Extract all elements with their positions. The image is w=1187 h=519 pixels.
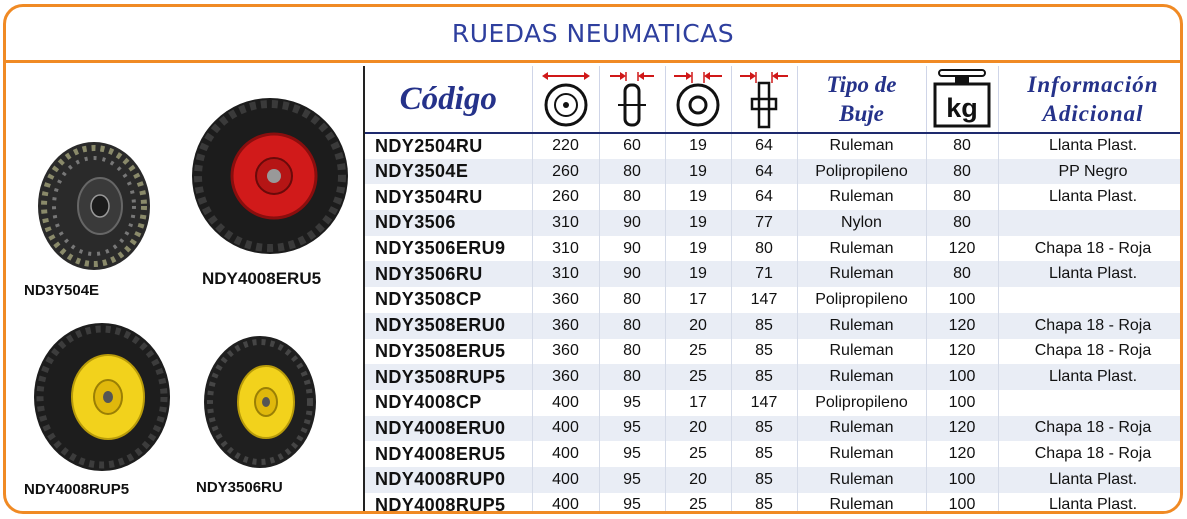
cell-axle: 19 [665,261,731,287]
cell-hub-length: 85 [731,441,797,467]
cell-width: 80 [599,159,665,185]
cell-hub-length: 71 [731,261,797,287]
header-info-line1: Información [1027,72,1159,97]
cell-hub-length: 77 [731,210,797,236]
cell-diameter: 400 [532,467,599,493]
cell-diameter: 400 [532,441,599,467]
cell-diameter: 400 [532,390,599,416]
header-tipo-buje-line2: Buje [839,101,884,126]
cell-hub-length: 80 [731,236,797,262]
cell-tipo-buje: Nylon [797,210,926,236]
cell-diameter: 360 [532,364,599,390]
table-row [365,287,1183,313]
weight-kg-label: kg [946,93,978,123]
cell-tipo-buje: Ruleman [797,467,926,493]
cell-carga: 120 [926,236,998,262]
cell-width: 95 [599,493,665,514]
table-row [365,467,1183,493]
header-hub-length [731,66,797,133]
cell-width: 60 [599,133,665,159]
wheel-photo-3 [32,321,172,473]
catalog-frame [3,4,1183,514]
header-axle [665,66,731,133]
cell-code: NDY3504E [365,159,532,185]
cell-code: NDY3508ERU0 [365,313,532,339]
cell-code: NDY4008ERU0 [365,416,532,442]
cell-width: 80 [599,313,665,339]
header-info [998,66,1183,133]
cell-width: 80 [599,184,665,210]
cell-info: Chapa 18 - Roja [998,416,1183,442]
wheel-photo-2 [190,96,350,256]
header-codigo-label: Código [399,80,497,117]
cell-code: NDY3508CP [365,287,532,313]
cell-axle: 19 [665,236,731,262]
table-row [365,133,1183,159]
cell-axle: 25 [665,441,731,467]
header-width [599,66,665,133]
cell-info: Chapa 18 - Roja [998,441,1183,467]
cell-axle: 19 [665,133,731,159]
cell-code: NDY4008RUP5 [365,493,532,514]
cell-tipo-buje: Ruleman [797,261,926,287]
cell-width: 90 [599,210,665,236]
cell-carga: 100 [926,467,998,493]
cell-hub-length: 147 [731,287,797,313]
cell-width: 95 [599,390,665,416]
yellow-rim-wheel-icon [32,321,172,473]
weight-kg-icon [931,68,993,130]
cell-info: Chapa 18 - Roja [998,313,1183,339]
cell-axle: 25 [665,364,731,390]
cell-tipo-buje: Polipropileno [797,287,926,313]
knobby-wheel-icon [34,138,154,274]
cell-info: Llanta Plast. [998,467,1183,493]
cell-tipo-buje: Ruleman [797,236,926,262]
spec-table-wrap [363,66,1183,514]
cell-carga: 80 [926,159,998,185]
header-tipo-buje-line1: Tipo de [826,72,897,97]
table-row [365,339,1183,365]
cell-info: Chapa 18 - Roja [998,236,1183,262]
table-row [365,210,1183,236]
hub-length-icon [736,69,792,129]
cell-tipo-buje: Polipropileno [797,159,926,185]
header-tipo-buje [797,66,926,133]
cell-axle: 17 [665,287,731,313]
table-row [365,184,1183,210]
table-row [365,236,1183,262]
page-title: RUEDAS NEUMATICAS [451,19,735,48]
cell-diameter: 310 [532,261,599,287]
cell-info [998,390,1183,416]
table-row [365,493,1183,514]
cell-tipo-buje: Ruleman [797,441,926,467]
cell-tipo-buje: Ruleman [797,416,926,442]
small-yellow-rim-wheel-icon [202,334,318,470]
cell-code: NDY3506ERU9 [365,236,532,262]
cell-hub-length: 147 [731,390,797,416]
cell-hub-length: 85 [731,493,797,514]
cell-hub-length: 64 [731,133,797,159]
cell-diameter: 360 [532,313,599,339]
cell-axle: 19 [665,159,731,185]
cell-carga: 120 [926,416,998,442]
cell-width: 80 [599,339,665,365]
wheel-diameter-icon [538,69,594,129]
cell-diameter: 310 [532,236,599,262]
table-row [365,261,1183,287]
cell-carga: 100 [926,493,998,514]
red-rim-wheel-icon [190,96,350,256]
table-header-row [365,66,1183,133]
wheel-label-1: ND3Y504E [24,282,100,299]
cell-width: 90 [599,236,665,262]
cell-tipo-buje: Polipropileno [797,390,926,416]
cell-carga: 100 [926,287,998,313]
cell-tipo-buje: Ruleman [797,364,926,390]
cell-diameter: 400 [532,493,599,514]
cell-carga: 80 [926,261,998,287]
cell-tipo-buje: Ruleman [797,313,926,339]
cell-hub-length: 85 [731,364,797,390]
header-info-line2: Adicional [1042,101,1144,126]
cell-info: Llanta Plast. [998,133,1183,159]
header-codigo [365,66,532,133]
cell-hub-length: 64 [731,184,797,210]
cell-diameter: 400 [532,416,599,442]
table-row [365,364,1183,390]
cell-code: NDY4008RUP0 [365,467,532,493]
cell-code: NDY3504RU [365,184,532,210]
cell-carga: 100 [926,390,998,416]
cell-axle: 25 [665,339,731,365]
cell-carga: 80 [926,210,998,236]
cell-axle: 20 [665,313,731,339]
cell-code: NDY2504RU [365,133,532,159]
spec-table [365,66,1183,514]
cell-info: Llanta Plast. [998,493,1183,514]
wheel-photo-4 [202,334,318,470]
cell-width: 80 [599,287,665,313]
cell-carga: 100 [926,364,998,390]
cell-hub-length: 85 [731,467,797,493]
cell-width: 80 [599,364,665,390]
table-row [365,313,1183,339]
cell-info: Chapa 18 - Roja [998,339,1183,365]
wheel-photo-1 [34,138,154,274]
cell-carga: 120 [926,339,998,365]
cell-hub-length: 85 [731,339,797,365]
photos-panel [6,66,363,514]
spec-table-body [365,133,1183,514]
cell-diameter: 360 [532,287,599,313]
header-diameter [532,66,599,133]
wheel-label-4: NDY3506RU [196,479,283,496]
cell-code: NDY4008CP [365,390,532,416]
cell-carga: 120 [926,313,998,339]
cell-tipo-buje: Ruleman [797,133,926,159]
cell-diameter: 260 [532,184,599,210]
cell-info [998,287,1183,313]
cell-info: Llanta Plast. [998,184,1183,210]
cell-diameter: 310 [532,210,599,236]
cell-diameter: 260 [532,159,599,185]
cell-tipo-buje: Ruleman [797,184,926,210]
cell-info: Llanta Plast. [998,261,1183,287]
cell-axle: 19 [665,210,731,236]
cell-width: 95 [599,441,665,467]
cell-width: 90 [599,261,665,287]
cell-diameter: 360 [532,339,599,365]
cell-axle: 19 [665,184,731,210]
cell-code: NDY3508RUP5 [365,364,532,390]
cell-code: NDY3506RU [365,261,532,287]
header-carga [926,66,998,133]
cell-tipo-buje: Ruleman [797,493,926,514]
cell-tipo-buje: Ruleman [797,339,926,365]
cell-axle: 20 [665,467,731,493]
table-row [365,159,1183,185]
cell-code: NDY4008ERU5 [365,441,532,467]
cell-width: 95 [599,467,665,493]
wheel-label-2: NDY4008ERU5 [202,269,322,288]
cell-width: 95 [599,416,665,442]
cell-code: NDY3508ERU5 [365,339,532,365]
wheel-label-3: NDY4008RUP5 [24,481,130,498]
table-row [365,416,1183,442]
table-row [365,390,1183,416]
cell-carga: 120 [926,441,998,467]
cell-axle: 20 [665,416,731,442]
axle-bore-icon [670,69,726,129]
title-bar [6,7,1180,63]
table-row [365,441,1183,467]
cell-carga: 80 [926,133,998,159]
cell-carga: 80 [926,184,998,210]
cell-info: PP Negro [998,159,1183,185]
cell-hub-length: 85 [731,416,797,442]
cell-hub-length: 85 [731,313,797,339]
wheel-width-icon [604,69,660,129]
cell-info: Llanta Plast. [998,364,1183,390]
cell-code: NDY3506 [365,210,532,236]
cell-info [998,210,1183,236]
cell-diameter: 220 [532,133,599,159]
cell-axle: 17 [665,390,731,416]
cell-axle: 25 [665,493,731,514]
cell-hub-length: 64 [731,159,797,185]
